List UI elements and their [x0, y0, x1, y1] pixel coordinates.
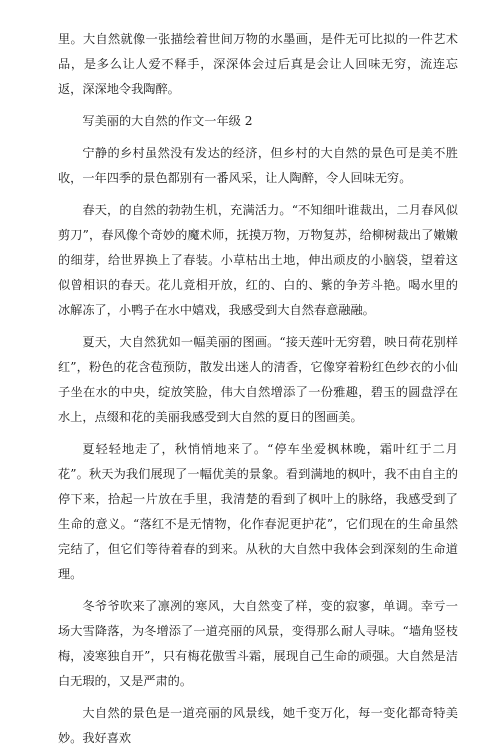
paragraph-spring: 春天，的自然的勃勃生机，充满活力。“不知细叶谁裁出，二月春风似剪刀”，春风像个奇妙的魔术师，抚摸万物，万物复苏，给柳树裁出了嫩嫩的细芽，给世界换上了春装。小草枯出土地，伸出顽皮的小脑袋，望着这似曾相识的春天。花儿竟相开放，红的、白的、紫的争芳斗艳。喝水里的冰解冻了，小鸭子在水中嬉戏，我感受到大自然春意融融。	[58, 203, 458, 317]
paragraph-winter: 冬爷爷吹来了凛冽的寒风，大自然变了样，变的寂寥，单调。幸亏一场大雪降落，为冬增添了一道亮丽的风景，变得那么耐人寻味。“墙角竖枝梅，凌寒独自开”，只有梅花傲雪斗霜，展现自己生命的顽强。大自然是洁白无瑕的，又是严肃的。	[58, 599, 458, 688]
section-heading: 写美丽的大自然的作文一年级 2	[82, 114, 253, 128]
paragraph-autumn: 夏轻轻地走了，秋悄悄地来了。“停车坐爱枫林晚，霜叶红于二月花”。秋天为我们展现了一幅优美的景象。看到满地的枫叶，我不由自主的停下来，拾起一片放在手里，我清楚的看到了枫叶上的脉络，我感受到了生命的意义。“落红不是无情物，化作春泥更护花”，它们现在的生命虽然完结了，但它们等待着春的到来。从秋的大自然中我体会到深刻的生命道理。	[58, 442, 458, 581]
paragraph-continuation: 里。大自然就像一张描绘着世间万物的水墨画，是件无可比拟的一件艺术品，是多么让人爱不释手，深深体会过后真是会让人回味无穷，流连忘返，深深地令我陶醉。	[58, 32, 458, 96]
paragraph-closing: 大自然的景色是一道亮丽的风景线，她千变万化，每一变化都奇特美妙。我好喜欢	[58, 706, 458, 745]
paragraph-intro: 宁静的乡村虽然没有发达的经济，但乡村的大自然的景色可是美不胜收，一年四季的景色都别有一番风采，让人陶醉，令人回味无穷。	[58, 146, 458, 185]
paragraph-summer: 夏天，大自然犹如一幅美丽的图画。“接天莲叶无穷碧，映日荷花别样红”，粉色的花含苞预防，散发出迷人的清香，它像穿着粉红色纱衣的小仙子坐在水的中央，绽放笑脸，伟大自然增添了一份雅趣，碧玉的圆盘浮在水上，点缀和花的美丽我感受到大自然的夏日的图画美。	[58, 335, 458, 424]
